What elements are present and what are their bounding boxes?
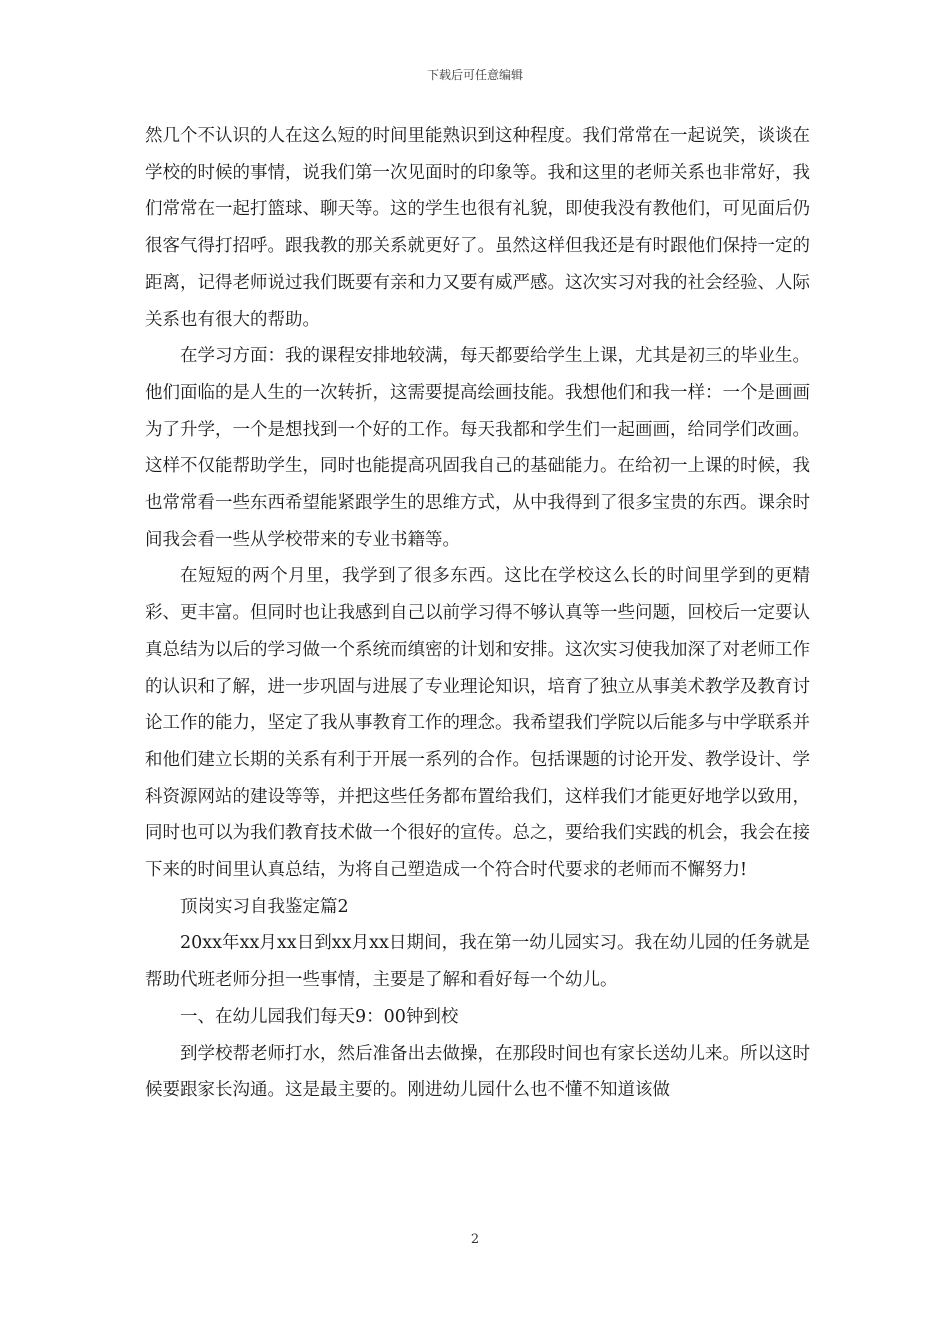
paragraph-study: 在学习方面：我的课程安排地较满，每天都要给学生上课，尤其是初三的毕业生。他们面临的是人生的一次转折，这需要提高绘画技能。我想他们和我一样：一个是画画为了升学，一个是想找到一个好的工作。每天我都和学生们一起画画，给同学们改画。这样不仅能帮助学生，同时也能提高巩固我自己的基础能力。在给初一上课的时候，我也常常看一些东西希望能紧跟学生的思维方式，从中我得到了很多宝贵的东西。课余时间我会看一些从学校带来的专业书籍等。	[145, 346, 810, 550]
paragraph-continuation: 然几个不认识的人在这么短的时间里能熟识到这种程度。我们常常在一起说笑，谈谈在学校的时候的事情，说我们第一次见面时的印象等。我和这里的老师关系也非常好，我们常常在一起打篮球、聊天等。这的学生也很有礼貌，即使我没有教他们，可见面后仍很客气得打招呼。跟我教的那关系就更好了。虽然这样但我还是有时跟他们保持一定的距离，记得老师说过我们既要有亲和力又要有威严感。这次实习对我的社会经验、人际关系也有很大的帮助。	[145, 126, 810, 330]
page-header: 下载后可任意编辑	[426, 68, 523, 82]
paragraph-kindergarten-intro: 20xx年xx月xx日到xx月xx日期间，我在第一幼儿园实习。我在幼儿园的任务就是帮助代班老师分担一些事情，主要是了解和看好每一个幼儿。	[145, 933, 810, 991]
subsection-heading: 一、在幼儿园我们每天9：00钟到校	[180, 1006, 459, 1027]
document-body	[145, 118, 810, 1109]
paragraph-summary: 在短短的两个月里，我学到了很多东西。这比在学校这么长的时间里学到的更精彩、更丰富。但同时也让我感到自己以前学习得不够认真等一些问题，回校后一定要认真总结为以后的学习做一个系统而缜密的计划和安排。这次实习使我加深了对老师工作的认识和了解，进一步巩固与进展了专业理论知识，培育了独立从事美术教学及教育讨论工作的能力，坚定了我从事教育工作的理念。我希望我们学院以后能多与中学联系并和他们建立长期的关系有利于开展一系列的合作。包括课题的讨论开发、教学设计、学科资源网站的建设等等，并把这些任务都布置给我们，这样我们才能更好地学以致用，同时也可以为我们教育技术做一个很好的宣传。总之，要给我们实践的机会，我会在接下来的时间里认真总结，为将自己塑造成一个符合时代要求的老师而不懈努力!	[145, 566, 810, 881]
section-heading: 顶岗实习自我鉴定篇2	[180, 896, 349, 917]
page-number: 2	[470, 1232, 480, 1247]
paragraph-daily-routine: 到学校帮老师打水，然后准备出去做操，在那段时间也有家长送幼儿来。所以这时候要跟家长沟通。这是最主要的。刚进幼儿园什么也不懂不知道该做	[145, 1043, 810, 1101]
